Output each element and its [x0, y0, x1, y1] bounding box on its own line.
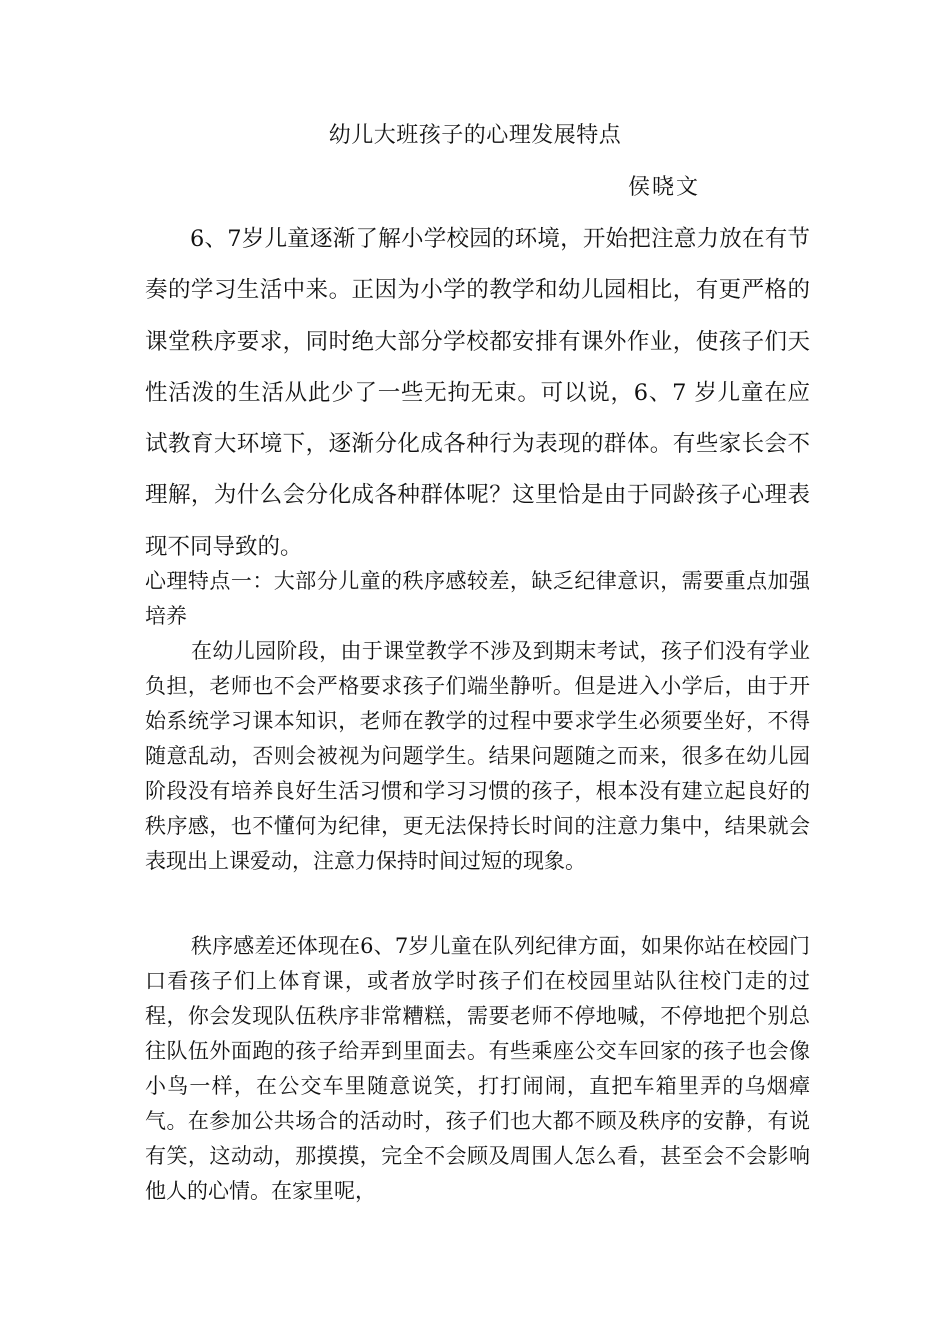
author-name: 侯晓文: [628, 175, 701, 200]
section-heading: 心理特点一：大部分儿童的秩序感较差，缺乏纪律意识，需要重点加强培养: [145, 569, 810, 628]
body-paragraph: 秩序感差还体现在6、7岁儿童在队列纪律方面，如果你站在校园门口看孩子们上体育课，或者放学时孩子们在校园里站队往校门走的过程，你会发现队伍秩序非常糟糕，需要老师不停地喊，不停地把个别总往队伍外面跑的孩子给弄到里面去。有些乘座公交车回家的孩子也会像小鸟一样，在公交车里随意说笑，打打闹闹，直把车箱里弄的乌烟瘴气。在参加公共场合的活动时，孩子们也大都不顾及秩序的安静，有说有笑，这动动，那摸摸，完全不会顾及周围人怎么看，甚至会不会影响他人的心情。在家里呢，: [145, 934, 810, 1203]
intro-paragraph: 6、7岁儿童逐渐了解小学校园的环境，开始把注意力放在有节奏的学习生活中来。正因为小学的教学和幼儿园相比，有更严格的课堂秩序要求，同时绝大部分学校都安排有课外作业，使孩子们天性活泼的生活从此少了一些无拘无束。可以说，6、7 岁儿童在应试教育大环境下，逐渐分化成各种行为表现的群体。有些家长会不理解，为什么会分化成各种群体呢？这里恰是由于同龄孩子心理表现不同导致的。: [145, 226, 810, 560]
document-title: 幼儿大班孩子的心理发展特点: [328, 123, 622, 148]
body-paragraph: 在幼儿园阶段，由于课堂教学不涉及到期末考试，孩子们没有学业负担，老师也不会严格要求孩子们端坐静听。但是进入小学后，由于开始系统学习课本知识，老师在教学的过程中要求学生必须要坐好，不得随意乱动，否则会被视为问题学生。结果问题随之而来，很多在幼儿园阶段没有培养良好生活习惯和学习习惯的孩子，根本没有建立起良好的秩序感，也不懂何为纪律，更无法保持长时间的注意力集中，结果就会表现出上课爱动，注意力保持时间过短的现象。: [145, 639, 810, 873]
